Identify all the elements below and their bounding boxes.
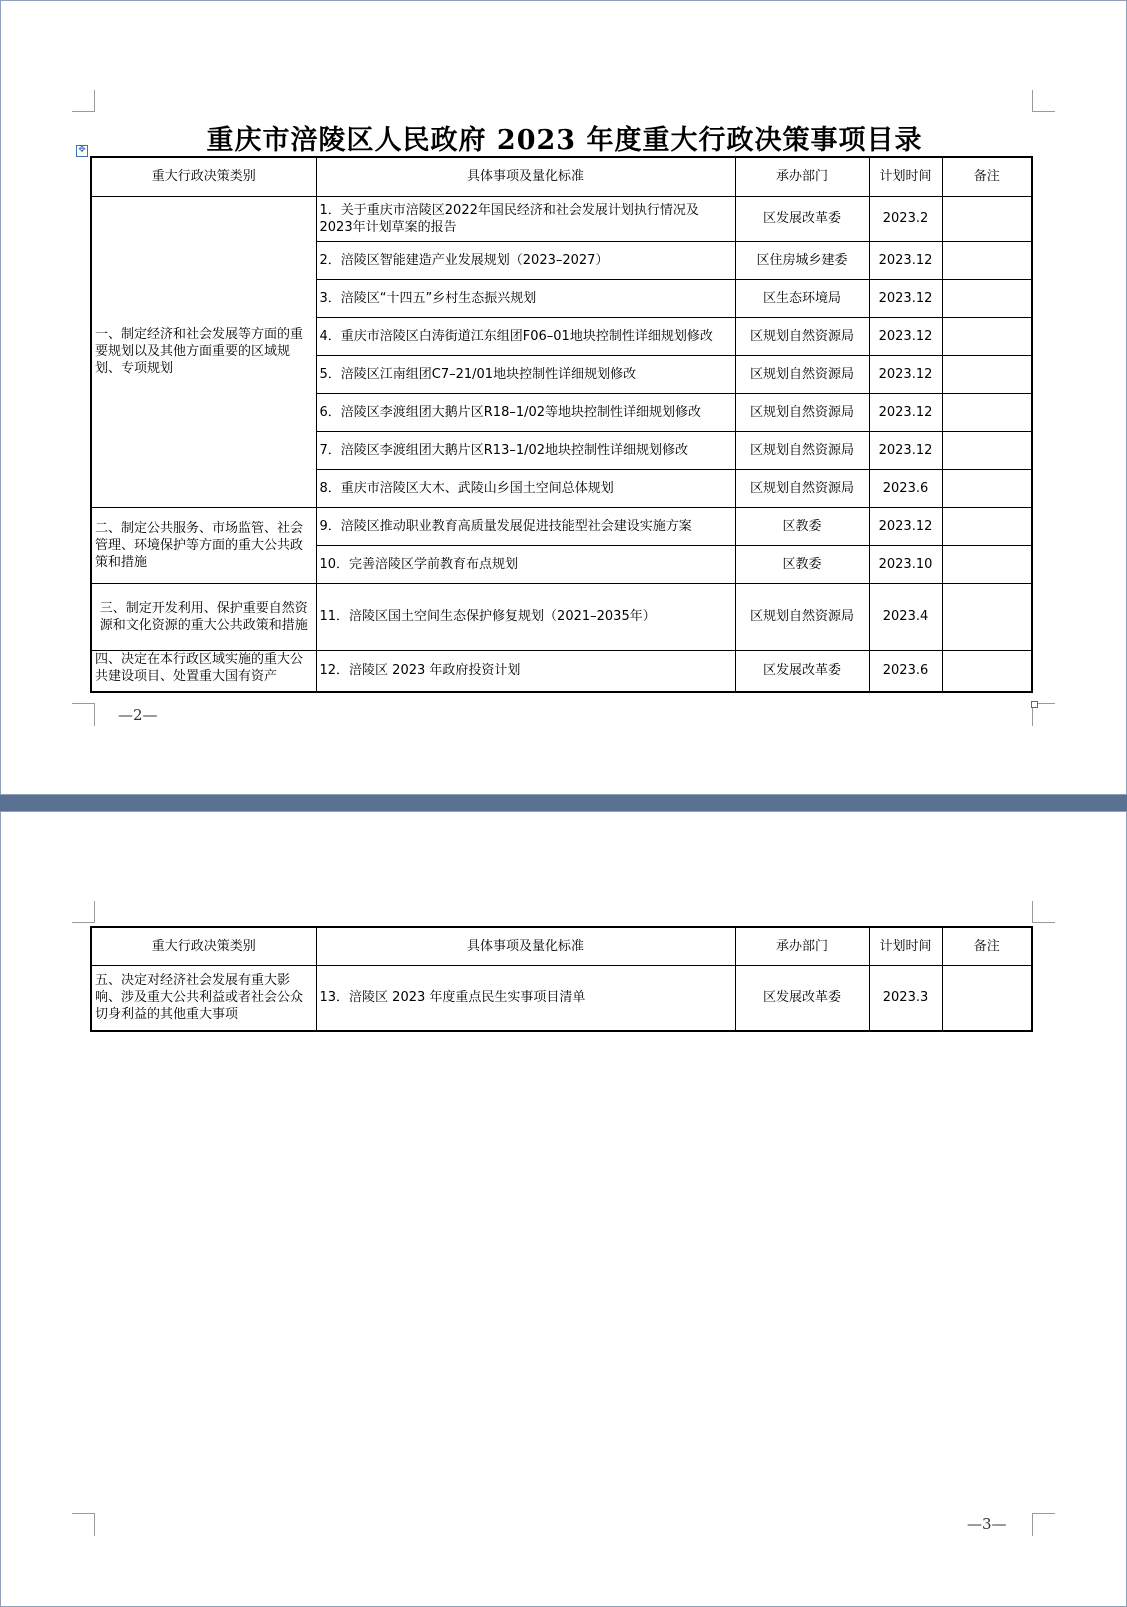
note-cell — [942, 469, 1032, 507]
time-cell: 2023.12 — [869, 241, 942, 279]
document-page-2 — [0, 0, 1127, 795]
item-cell: 1．关于重庆市涪陵区2022年国民经济和社会发展计划执行情况及2023年计划草案的报告 — [316, 196, 735, 241]
dept-cell: 区发展改革委 — [735, 196, 869, 241]
crop-mark — [1032, 901, 1033, 923]
time-cell: 2023.3 — [869, 965, 942, 1031]
dept-cell: 区规划自然资源局 — [735, 431, 869, 469]
table-header-row — [91, 927, 1032, 965]
header-time: 计划时间 — [869, 927, 942, 965]
note-cell — [942, 241, 1032, 279]
item-cell: 12．涪陵区 2023 年政府投资计划 — [316, 650, 735, 692]
document-title: 重庆市涪陵区人民政府 2023 年度重大行政决策事项目录 — [206, 125, 923, 156]
dept-cell: 区规划自然资源局 — [735, 317, 869, 355]
item-cell: 5．涪陵区江南组团C7–21/01地块控制性详细规划修改 — [316, 355, 735, 393]
dept-cell: 区发展改革委 — [735, 650, 869, 692]
crop-mark — [72, 111, 95, 112]
time-cell: 2023.10 — [869, 545, 942, 583]
dept-cell: 区发展改革委 — [735, 965, 869, 1031]
note-cell — [942, 545, 1032, 583]
header-time: 计划时间 — [869, 157, 942, 196]
category-cell: 三、制定开发利用、保护重要自然资源和文化资源的重大公共政策和措施 — [91, 583, 316, 650]
document-page-3 — [0, 811, 1127, 1607]
table-row — [91, 965, 1032, 1031]
note-cell — [942, 355, 1032, 393]
crop-mark — [94, 901, 95, 923]
crop-mark — [72, 922, 95, 923]
time-cell: 2023.4 — [869, 583, 942, 650]
item-cell: 8．重庆市涪陵区大木、武陵山乡国土空间总体规划 — [316, 469, 735, 507]
crop-mark — [1032, 90, 1033, 112]
table-row — [91, 650, 1032, 692]
note-cell — [942, 279, 1032, 317]
item-cell: 9．涪陵区推动职业教育高质量发展促进技能型社会建设实施方案 — [316, 507, 735, 545]
time-cell: 2023.12 — [869, 507, 942, 545]
decision-table — [90, 156, 1033, 693]
time-cell: 2023.6 — [869, 650, 942, 692]
header-category: 重大行政决策类别 — [91, 927, 316, 965]
table-move-handle-icon[interactable]: ✥ — [76, 145, 88, 157]
crop-mark — [94, 704, 95, 726]
header-dept: 承办部门 — [735, 927, 869, 965]
dept-cell: 区规划自然资源局 — [735, 469, 869, 507]
time-cell: 2023.12 — [869, 317, 942, 355]
note-cell — [942, 965, 1032, 1031]
item-cell: 10．完善涪陵区学前教育布点规划 — [316, 545, 735, 583]
note-cell — [942, 583, 1032, 650]
crop-mark — [1032, 1513, 1055, 1514]
crop-mark — [1032, 111, 1055, 112]
item-cell: 11．涪陵区国土空间生态保护修复规划（2021–2035年） — [316, 583, 735, 650]
header-item: 具体事项及量化标准 — [316, 927, 735, 965]
crop-mark — [1032, 1514, 1033, 1536]
table-row — [91, 196, 1032, 241]
dept-cell: 区规划自然资源局 — [735, 355, 869, 393]
crop-mark — [94, 1514, 95, 1536]
time-cell: 2023.6 — [869, 469, 942, 507]
category-cell: 二、制定公共服务、市场监管、社会管理、环境保护等方面的重大公共政策和措施 — [91, 507, 316, 583]
time-cell: 2023.12 — [869, 393, 942, 431]
note-cell — [942, 650, 1032, 692]
header-note: 备注 — [942, 157, 1032, 196]
time-cell: 2023.12 — [869, 355, 942, 393]
page-number: —3— — [967, 1515, 1007, 1533]
crop-mark — [72, 1513, 95, 1514]
crop-mark — [94, 90, 95, 112]
dept-cell: 区规划自然资源局 — [735, 583, 869, 650]
header-item: 具体事项及量化标准 — [316, 157, 735, 196]
table-row — [91, 507, 1032, 545]
table-row — [91, 583, 1032, 650]
dept-cell: 区教委 — [735, 507, 869, 545]
table-header-row — [91, 157, 1032, 196]
crop-mark — [72, 703, 95, 704]
dept-cell: 区规划自然资源局 — [735, 393, 869, 431]
dept-cell: 区住房城乡建委 — [735, 241, 869, 279]
category-cell — [91, 650, 316, 692]
header-category: 重大行政决策类别 — [91, 157, 316, 196]
header-note: 备注 — [942, 927, 1032, 965]
note-cell — [942, 196, 1032, 241]
item-cell: 6．涪陵区李渡组团大鹅片区R18–1/02等地块控制性详细规划修改 — [316, 393, 735, 431]
table-resize-handle[interactable] — [1031, 701, 1038, 708]
note-cell — [942, 431, 1032, 469]
time-cell: 2023.12 — [869, 431, 942, 469]
item-cell: 2．涪陵区智能建造产业发展规划（2023–2027） — [316, 241, 735, 279]
dept-cell: 区生态环境局 — [735, 279, 869, 317]
item-cell: 7．涪陵区李渡组团大鹅片区R13–1/02地块控制性详细规划修改 — [316, 431, 735, 469]
note-cell — [942, 393, 1032, 431]
decision-table-continued — [90, 926, 1033, 1032]
header-dept: 承办部门 — [735, 157, 869, 196]
time-cell: 2023.12 — [869, 279, 942, 317]
category-cell: 五、决定对经济社会发展有重大影响、涉及重大公共利益或者社会公众切身利益的其他重大事项 — [91, 965, 316, 1031]
dept-cell: 区教委 — [735, 545, 869, 583]
note-cell — [942, 507, 1032, 545]
item-cell: 13．涪陵区 2023 年度重点民生实事项目清单 — [316, 965, 735, 1031]
page-number: —2— — [118, 706, 158, 724]
category-cell: 一、制定经济和社会发展等方面的重要规划以及其他方面重要的区域规划、专项规划 — [91, 196, 316, 507]
item-cell: 4．重庆市涪陵区白涛街道江东组团F06–01地块控制性详细规划修改 — [316, 317, 735, 355]
crop-mark — [1032, 922, 1055, 923]
item-cell: 3．涪陵区“十四五”乡村生态振兴规划 — [316, 279, 735, 317]
category-text: 四、决定在本行政区域实施的重大公共建设项目、处置重大国有资产 — [95, 651, 304, 684]
time-cell: 2023.2 — [869, 196, 942, 241]
note-cell — [942, 317, 1032, 355]
